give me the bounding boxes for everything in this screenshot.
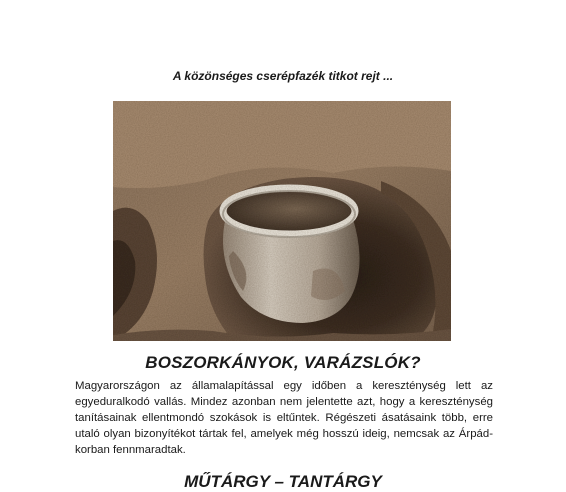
section-heading: BOSZORKÁNYOK, VARÁZSLÓK? <box>145 353 421 372</box>
next-section-heading: MŰTÁRGY – TANTÁRGY <box>184 472 382 491</box>
body-paragraph: Magyarországon az államalapítással egy időben a kereszténység lett az egyeduralkodó vallás. Mindez azonban nem jelentette azt, hogy a kereszténység tanításainak ellentmondó szokások is eltűntek. Régészeti ásatásaink több, erre utaló olyan bizonyítékot tártak fel, amelyek még hosszú ideig, nemcsak az Árpád-korban fennmaradtak. <box>75 380 493 456</box>
document-subtitle: A közönséges cserépfazék titkot rejt ... <box>172 69 394 83</box>
excavation-photo <box>113 101 451 341</box>
